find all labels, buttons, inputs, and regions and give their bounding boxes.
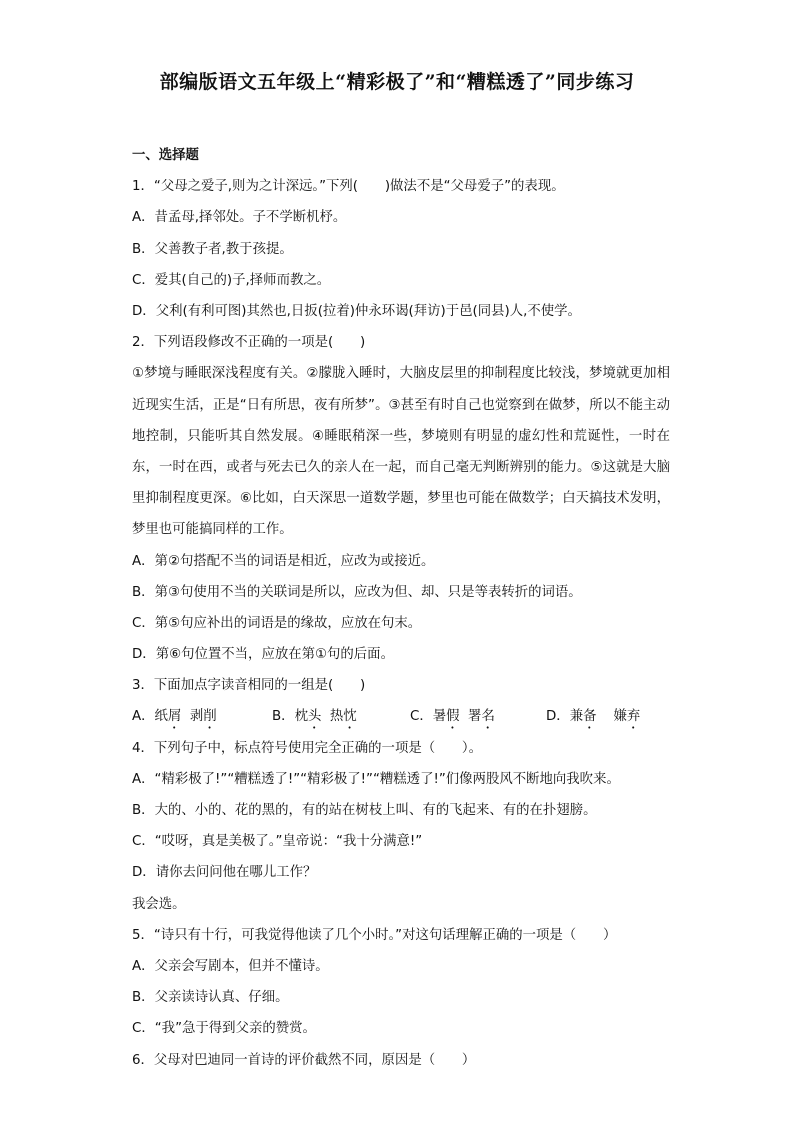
page-title: 部编版语文五年级上“精彩极了”和“糟糕透了”同步练习 <box>159 71 635 93</box>
question-2-passage: ①梦境与睡眠深浅程度有关。②朦胧入睡时，大脑皮层里的抑制程度比较浅，梦境就更加相近现实生活，正是“日有所思，夜有所梦”。③甚至有时自己也觉察到在做梦，所以不能主动地控制，只能听其自然发展。④睡眠稍深一些，梦境则有明显的虚幻性和荒诞性，一时在东，一时在西，或者与死去已久的亲人在一起，而自己毫无判断辨别的能力。⑤这就是大脑里抑制程度更深。⑥比如，白天深思一道数学题，梦里也可能在做数学；白天搞技术发明，梦里也可能搞同样的工作。 <box>132 366 670 538</box>
question-3-option-c: C．暑假 署名 <box>410 709 495 725</box>
dotted-char: 名 <box>481 709 495 725</box>
question-1-option-b: B．父善教子者,教于孩提。 <box>132 241 293 257</box>
question-4-option-b: B．大的、小的、花的黑的，有的站在树枝上叫、有的飞起来、有的在扑翅膀。 <box>132 803 597 819</box>
dotted-char: 备 <box>583 709 597 725</box>
question-3-options <box>132 701 670 732</box>
question-5-option-b: B．父亲读诗认真、仔细。 <box>132 990 289 1006</box>
dotted-char: 假 <box>446 709 460 725</box>
dotted-char: 忱 <box>343 709 357 725</box>
dotted-char: 弃 <box>626 709 641 725</box>
dotted-char: 削 <box>203 709 217 725</box>
question-3-stem: 3．下面加点字读音相同的一组是( ) <box>132 678 366 694</box>
question-4-stem: 4．下列句子中，标点符号使用完全正确的一项是（ ）。 <box>132 740 482 756</box>
question-1-option-a: A．昔孟母,择邻处。子不学断机杼。 <box>132 210 347 226</box>
question-3-option-d: D．兼备 嫌弃 <box>546 709 641 725</box>
dotted-char: 头 <box>307 709 322 725</box>
question-2-option-c: C．第⑤句应补出的词语是的缘故，应放在句末。 <box>132 615 422 631</box>
question-3-option-a: A．纸屑 剥削 <box>132 709 217 725</box>
question-2-stem: 2．下列语段修改不正确的一项是( ) <box>132 335 366 351</box>
question-6-stem: 6．父母对巴迪同一首诗的评价截然不同，原因是（ ） <box>132 1052 476 1068</box>
question-2-option-a: A．第②句搭配不当的词语是相近，应改为或接近。 <box>132 553 435 569</box>
question-1-option-c: C．爱其(自己的)子,择师而教之。 <box>132 272 331 288</box>
question-4-extra: 我会选。 <box>132 896 186 912</box>
question-2-option-b: B．第③句使用不当的关联词是所以，应改为但、却、只是等表转折的词语。 <box>132 584 582 600</box>
question-3-option-b: B．枕头 热忱 <box>272 709 357 725</box>
question-4-option-a: A．“精彩极了!”“糟糕透了!”“精彩极了!”“糟糕透了!”们像两股风不断地向我吹来。 <box>132 771 620 787</box>
question-4-option-c: C．“哎呀，真是美极了。”皇帝说：“我十分满意!” <box>132 834 423 850</box>
question-5-stem: 5．“诗只有十行，可我觉得他读了几个小时。”对这句话理解正确的一项是（ ） <box>132 927 617 943</box>
question-1-option-d: D．父利(有利可图)其然也,日扳(拉着)仲永环谒(拜访)于邑(同县)人,不使学。 <box>132 303 581 319</box>
question-5-option-c: C．“我”急于得到父亲的赞赏。 <box>132 1021 316 1037</box>
document-body <box>132 140 670 1076</box>
question-5-option-a: A．父亲会写剧本，但并不懂诗。 <box>132 958 329 974</box>
question-1-stem: 1．“父母之爱子,则为之计深远。”下列( )做法不是“父母爱子”的表现。 <box>132 179 565 195</box>
question-4-option-d: D．请你去问问他在哪儿工作？ <box>132 865 317 881</box>
question-2-option-d: D．第⑥句位置不当，应放在第①句的后面。 <box>132 647 394 663</box>
dotted-char: 屑 <box>167 709 182 725</box>
section-heading: 一、选择题 <box>132 148 199 163</box>
